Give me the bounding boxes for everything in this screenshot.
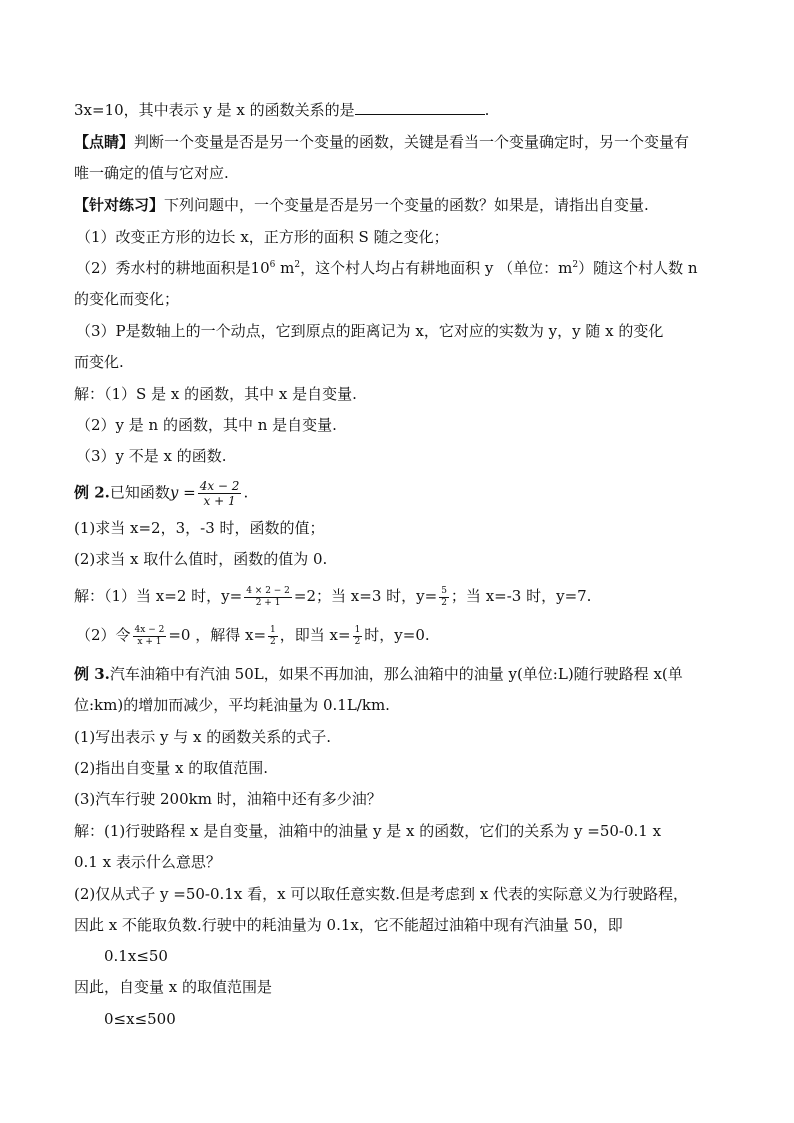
practice-heading [74, 195, 649, 215]
tip-line-1 [74, 132, 689, 152]
p2-pow-base: 10 [250, 259, 270, 277]
example-3-text: 汽车油箱中有汽油 50L，如果不再加油，那么油箱中的油量 y(单位:L)随行驶路程 x(单 [109, 665, 683, 683]
a2-den: x + 1 [137, 636, 162, 647]
example-3-a1: 解：(1)行驶路程 x 是自变量，油箱中的油量 y 是 x 的函数，它们的关系为 y =50-0.1 x [74, 822, 662, 840]
a1-num: 4 × 2 − 2 [246, 585, 290, 596]
example-3-q1: (1)写出表示 y 与 x 的函数关系的式子. [74, 728, 332, 746]
fraction-denominator: x + 1 [203, 494, 236, 508]
p2-text-d: ）随这个村人数 n [578, 259, 698, 277]
question-text: 3x=10，其中表示 y 是 x 的函数关系的是 [74, 101, 355, 119]
example-3-a2: (2)仅从式子 y =50-0.1x 看，x 可以取任意实数.但是考虑到 x 代表的实际意义为行驶路程， [74, 885, 689, 903]
p2-text-a: （2）秀水村的耕地面积是 [76, 259, 251, 277]
example-3-q3: (3)汽车行驶 200km 时，油箱中还有多少油？ [74, 790, 382, 808]
example-2-a2 [76, 625, 430, 647]
example-3-label: 例 3. [74, 665, 110, 683]
example-3-line [74, 664, 683, 684]
p2-pow-exp: 6 [269, 260, 276, 270]
therefore-line: 因此，自变量 x 的取值范围是 [74, 978, 272, 996]
example-2-q1: (1)求当 x=2，3，-3 时，函数的值； [74, 519, 325, 537]
p2-unit-sq: 2 [294, 260, 301, 270]
a2-den-3: 2 [354, 636, 361, 647]
solution-2: （2）y 是 n 的函数，其中 n 是自变量. [76, 416, 337, 434]
solution-3: （3）y 不是 x 的函数. [76, 447, 227, 465]
a2-mid: =0 ，解得 x= [168, 626, 267, 644]
a2-num: 4x − 2 [134, 624, 165, 635]
p2-unit-sq-2: 2 [572, 260, 579, 270]
a2-pre: （2）令 [76, 626, 131, 644]
p2-unit: m [275, 259, 295, 277]
tip-label: 【点睛】 [74, 133, 135, 151]
tip-line-2 [74, 163, 229, 183]
a1-den-2: 2 [441, 597, 447, 608]
inequality-1: 0.1x≤50 [104, 947, 168, 965]
answer-blank[interactable] [355, 100, 485, 115]
example-3-q2: (2)指出自变量 x 的取值范围. [74, 759, 269, 777]
practice-item-1: （1）改变正方形的边长 x，正方形的面积 S 随之变化； [76, 228, 449, 246]
a1-num-2: 5 [441, 585, 447, 596]
a1-pre: 解：（1）当 x=2 时，y= [74, 587, 243, 605]
example-3-cont: 位:km)的增加而减少，平均耗油量为 0.1L/km. [74, 696, 390, 714]
example-2-label: 例 2. [74, 483, 110, 502]
practice-item-3-cont: 而变化. [74, 353, 124, 371]
fraction-numerator: 4x − 2 [199, 479, 240, 493]
tip-text-1: 判断一个变量是否是另一个变量的函数，关键是看当一个变量确定时，另一个变量有 [134, 133, 690, 151]
a1-den: 2 + 1 [255, 597, 281, 608]
a2-fraction-2 [268, 626, 278, 647]
inequality-2: 0≤x≤500 [104, 1010, 176, 1028]
a2-fraction [133, 626, 167, 647]
practice-label: 【针对练习】 [74, 196, 165, 214]
example-2-y: y = [169, 483, 196, 502]
solution-1: 解：（1）S 是 x 的函数，其中 x 是自变量. [74, 385, 357, 403]
p2-text-c: ，这个村人均占有耕地面积 y （单位：m [300, 259, 573, 277]
a2-end: 时，y=0. [364, 626, 430, 644]
a2-num-2: 1 [270, 624, 276, 635]
example-3-a1-cont: 0.1 x 表示什么意思？ [74, 853, 221, 871]
a1-fraction-2 [439, 587, 449, 608]
question-end: . [484, 101, 490, 119]
practice-item-2 [76, 258, 698, 278]
example-2-line [74, 480, 248, 507]
a1-end: ；当 x=-3 时，y=7. [450, 587, 592, 605]
a1-mid: =2；当 x=3 时，y= [293, 587, 438, 605]
example-2-a1 [74, 586, 591, 608]
example-3-a2-cont: 因此 x 不能取负数.行驶中的耗油量为 0.1x，它不能超过油箱中现有汽油量 50，即 [74, 916, 623, 934]
tip-text-2: 唯一确定的值与它对应. [74, 164, 229, 182]
a2-fraction-3 [353, 626, 363, 647]
a2-mid-2: ，即当 x= [279, 626, 351, 644]
practice-item-2-cont: 的变化而变化； [74, 290, 180, 308]
example-2-q2: (2)求当 x 取什么值时，函数的值为 0. [74, 550, 328, 568]
example-2-end: . [243, 483, 249, 502]
example-2-text: 已知函数 [109, 483, 170, 502]
a1-fraction [244, 587, 292, 608]
practice-text: 下列问题中，一个变量是否是另一个变量的函数？如果是，请指出自变量. [164, 196, 649, 214]
a2-den-2: 2 [270, 636, 276, 647]
example-2-fraction [198, 480, 242, 507]
question-line [74, 100, 489, 120]
a2-num-3: 1 [354, 624, 361, 635]
practice-item-3: （3）P是数轴上的一个动点，它到原点的距离记为 x，它对应的实数为 y，y 随 x 的变化 [76, 322, 664, 340]
